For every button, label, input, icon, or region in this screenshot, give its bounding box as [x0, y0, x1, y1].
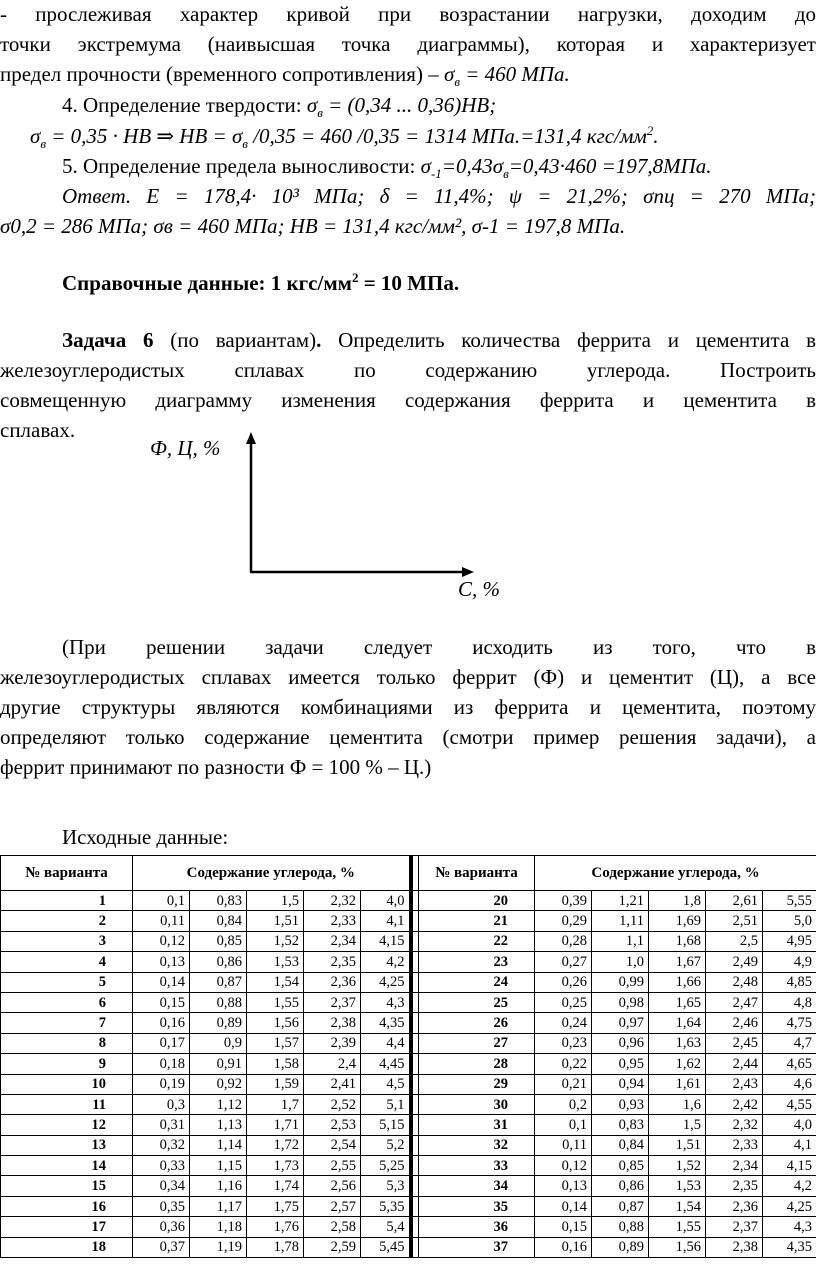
table-divider: [411, 1156, 419, 1176]
table-divider: [411, 1237, 419, 1257]
table-row: [1, 1237, 816, 1257]
carbon-value: 4,7: [763, 1033, 816, 1053]
carbon-value: 0,91: [190, 1054, 247, 1074]
carbon-value: 2,61: [706, 891, 763, 911]
carbon-value: 2,32: [304, 891, 361, 911]
carbon-header: Содержание углерода, %: [535, 856, 816, 891]
table-divider: [411, 1054, 419, 1074]
carbon-value: 4,5: [361, 1074, 411, 1094]
carbon-value: 1,19: [190, 1237, 247, 1257]
carbon-value: 0,94: [592, 1074, 649, 1094]
variant-number: 16: [1, 1196, 133, 1216]
carbon-value: 0,31: [133, 1115, 190, 1135]
carbon-value: 4,65: [763, 1054, 816, 1074]
variant-number: 14: [1, 1156, 133, 1176]
carbon-value: 0,34: [133, 1176, 190, 1196]
carbon-value: 0,85: [190, 931, 247, 951]
carbon-value: 4,2: [763, 1176, 816, 1196]
carbon-value: 2,45: [706, 1033, 763, 1053]
carbon-value: 0,15: [535, 1217, 592, 1237]
table-divider: [411, 992, 419, 1012]
hardness-heading: 4. Определение твердости: $\sigma_в = (0,34$ ... 0,36)HB;: [62, 93, 497, 121]
carbon-value: 0,14: [133, 972, 190, 992]
variant-number: 28: [419, 1054, 535, 1074]
table-row: [1, 931, 816, 951]
table-row: [1, 992, 816, 1012]
carbon-value: 5,1: [361, 1094, 411, 1114]
carbon-value: 1,67: [649, 952, 706, 972]
carbon-value: 0,96: [592, 1033, 649, 1053]
table-row: [1, 1217, 816, 1237]
variant-number: 17: [1, 1217, 133, 1237]
table-divider: [411, 931, 419, 951]
carbon-value: 4,35: [361, 1013, 411, 1033]
carbon-value: 1,61: [649, 1074, 706, 1094]
carbon-value: 1,53: [649, 1176, 706, 1196]
carbon-value: 0,9: [190, 1033, 247, 1053]
carbon-value: 0,39: [535, 891, 592, 911]
carbon-value: 2,42: [706, 1094, 763, 1114]
reference-data: Справочные данные: 1 кгс/$мм^2 = 10$ МПа.: [62, 270, 460, 295]
table-row: [1, 1196, 816, 1216]
variant-number: 36: [419, 1217, 535, 1237]
table-divider: [411, 1094, 419, 1114]
answer-line: σ0,2 = 286 МПа; σв = 460 МПа; HB = 131,4 кгс/мм², σ-1 = 197,8 МПа.: [0, 214, 626, 238]
paragraph-line: предел прочности (временного сопротивления) – $\sigma_в = 460$ МПа.: [0, 62, 570, 90]
carbon-value: 1,55: [247, 992, 304, 1012]
variant-number: 34: [419, 1176, 535, 1196]
carbon-value: 2,49: [706, 952, 763, 972]
carbon-value: 1,52: [649, 1156, 706, 1176]
carbon-value: 0,1: [133, 891, 190, 911]
carbon-value: 4,25: [763, 1196, 816, 1216]
y-axis-arrow-icon: [246, 432, 256, 444]
carbon-value: 5,4: [361, 1217, 411, 1237]
carbon-value: 0,84: [592, 1135, 649, 1155]
carbon-value: 4,1: [763, 1135, 816, 1155]
carbon-value: 1,57: [247, 1033, 304, 1053]
carbon-value: 1,69: [649, 911, 706, 931]
carbon-value: 0,12: [133, 931, 190, 951]
table-row: [1, 952, 816, 972]
carbon-value: 0,13: [535, 1176, 592, 1196]
note-line: определяют только содержание цементита (смотри пример решения задачи), а: [0, 725, 816, 749]
x-axis-arrow-icon: [462, 567, 474, 577]
carbon-value: 1,53: [247, 952, 304, 972]
variant-number: 8: [1, 1033, 133, 1053]
task-line: Задача 6 (по вариантам). Определить количества феррита и цементита в: [62, 328, 816, 352]
carbon-value: 5,25: [361, 1156, 411, 1176]
carbon-value: 5,3: [361, 1176, 411, 1196]
carbon-value: 0,97: [592, 1013, 649, 1033]
table-divider: [411, 1217, 419, 1237]
carbon-value: 0,24: [535, 1013, 592, 1033]
variant-number: 15: [1, 1176, 133, 1196]
carbon-value: 1,59: [247, 1074, 304, 1094]
carbon-value: 2,54: [304, 1135, 361, 1155]
variant-number: 22: [419, 931, 535, 951]
variant-number: 30: [419, 1094, 535, 1114]
table-divider: [411, 1135, 419, 1155]
source-data-table: [0, 855, 816, 1258]
carbon-value: 0,36: [133, 1217, 190, 1237]
carbon-value: 0,3: [133, 1094, 190, 1114]
carbon-value: 0,85: [592, 1156, 649, 1176]
carbon-value: 2,32: [706, 1115, 763, 1135]
carbon-value: 0,17: [133, 1033, 190, 1053]
carbon-value: 1,58: [247, 1054, 304, 1074]
carbon-value: 5,2: [361, 1135, 411, 1155]
carbon-value: 0,18: [133, 1054, 190, 1074]
hardness-formula: $\sigma_в = 0,35$ · HB ⇒ HB = $\sigma_в$ /0,35 = 460 /0,35 = 1314 МПа.=131,4 кгс/$мм^2$.: [30, 123, 659, 152]
carbon-value: 2,48: [706, 972, 763, 992]
table-divider: [411, 1115, 419, 1135]
carbon-value: 2,35: [304, 952, 361, 972]
carbon-value: 4,85: [763, 972, 816, 992]
carbon-value: 0,84: [190, 911, 247, 931]
note-line: другие структуры являются комбинациями из феррита и цементита, поэтому: [0, 695, 816, 719]
carbon-value: 1,11: [592, 911, 649, 931]
table-row: [1, 1033, 816, 1053]
carbon-value: 1,54: [247, 972, 304, 992]
carbon-value: 4,8: [763, 992, 816, 1012]
table-divider: [411, 1033, 419, 1053]
carbon-value: 2,57: [304, 1196, 361, 1216]
variant-number: 20: [419, 891, 535, 911]
table-header-row: [1, 856, 816, 891]
carbon-value: 1,16: [190, 1176, 247, 1196]
carbon-value: 2,36: [706, 1196, 763, 1216]
carbon-value: 2,33: [706, 1135, 763, 1155]
variant-number: 4: [1, 952, 133, 972]
carbon-value: 0,83: [190, 891, 247, 911]
carbon-value: 0,15: [133, 992, 190, 1012]
variant-number: 33: [419, 1156, 535, 1176]
carbon-value: 1,8: [649, 891, 706, 911]
task-line: совмещенную диаграмму изменения содержания феррита и цементита в: [0, 388, 816, 412]
carbon-value: 1,64: [649, 1013, 706, 1033]
variant-header: № варианта: [419, 856, 535, 891]
carbon-value: 1,14: [190, 1135, 247, 1155]
carbon-value: 1,54: [649, 1196, 706, 1216]
carbon-value: 0,95: [592, 1054, 649, 1074]
carbon-value: 0,23: [535, 1033, 592, 1053]
carbon-value: 2,5: [706, 931, 763, 951]
carbon-value: 1,56: [649, 1237, 706, 1257]
carbon-value: 2,34: [706, 1156, 763, 1176]
carbon-value: 0,98: [592, 992, 649, 1012]
source-data-label: Исходные данные:: [62, 825, 229, 849]
table-divider: [411, 911, 419, 931]
carbon-value: 2,55: [304, 1156, 361, 1176]
carbon-value: 1,62: [649, 1054, 706, 1074]
carbon-value: 1,75: [247, 1196, 304, 1216]
carbon-value: 4,2: [361, 952, 411, 972]
carbon-value: 2,34: [304, 931, 361, 951]
table-divider: [411, 1196, 419, 1216]
carbon-value: 0,29: [535, 911, 592, 931]
carbon-value: 4,25: [361, 972, 411, 992]
variant-number: 11: [1, 1094, 133, 1114]
carbon-value: 4,0: [361, 891, 411, 911]
carbon-value: 5,35: [361, 1196, 411, 1216]
carbon-value: 5,0: [763, 911, 816, 931]
table-row: [1, 1054, 816, 1074]
carbon-value: 0,32: [133, 1135, 190, 1155]
carbon-value: 0,22: [535, 1054, 592, 1074]
carbon-value: 1,12: [190, 1094, 247, 1114]
carbon-value: 2,51: [706, 911, 763, 931]
carbon-value: 0,11: [535, 1135, 592, 1155]
variant-number: 29: [419, 1074, 535, 1094]
carbon-value: 2,38: [304, 1013, 361, 1033]
carbon-value: 0,19: [133, 1074, 190, 1094]
carbon-value: 0,11: [133, 911, 190, 931]
carbon-value: 2,58: [304, 1217, 361, 1237]
carbon-header: Содержание углерода, %: [133, 856, 411, 891]
table-row: [1, 911, 816, 931]
table-row: [1, 1094, 816, 1114]
carbon-value: 2,46: [706, 1013, 763, 1033]
variant-number: 37: [419, 1237, 535, 1257]
carbon-value: 1,65: [649, 992, 706, 1012]
table-divider: [411, 1074, 419, 1094]
carbon-value: 0,26: [535, 972, 592, 992]
task-line: железоуглеродистых сплавах по содержанию углерода. Построить: [0, 358, 816, 382]
table-divider: [411, 856, 419, 891]
carbon-value: 2,37: [706, 1217, 763, 1237]
carbon-value: 1,52: [247, 931, 304, 951]
carbon-value: 0,86: [592, 1176, 649, 1196]
carbon-value: 1,18: [190, 1217, 247, 1237]
variant-number: 6: [1, 992, 133, 1012]
carbon-value: 1,7: [247, 1094, 304, 1114]
variant-number: 5: [1, 972, 133, 992]
carbon-value: 2,4: [304, 1054, 361, 1074]
carbon-value: 2,37: [304, 992, 361, 1012]
carbon-value: 1,66: [649, 972, 706, 992]
carbon-value: 4,75: [763, 1013, 816, 1033]
carbon-value: 1,55: [649, 1217, 706, 1237]
table-divider: [411, 891, 419, 911]
carbon-value: 1,68: [649, 931, 706, 951]
table-row: [1, 972, 816, 992]
table-row: [1, 1135, 816, 1155]
variant-number: 31: [419, 1115, 535, 1135]
carbon-value: 4,3: [361, 992, 411, 1012]
carbon-value: 1,51: [649, 1135, 706, 1155]
carbon-value: 2,53: [304, 1115, 361, 1135]
carbon-value: 1,5: [649, 1115, 706, 1135]
empty-axes-diagram: [240, 432, 480, 582]
carbon-value: 2,47: [706, 992, 763, 1012]
carbon-value: 0,37: [133, 1237, 190, 1257]
note-line: феррит принимают по разности Ф = 100 % – Ц.): [0, 755, 432, 779]
carbon-value: 0,13: [133, 952, 190, 972]
carbon-value: 1,5: [247, 891, 304, 911]
carbon-value: 2,56: [304, 1176, 361, 1196]
carbon-value: 0,12: [535, 1156, 592, 1176]
endurance-heading: 5. Определение предела выносливости: $\sigma_{-1}=0,43\sigma_в=0,43\cdot 460 =197,8МПа$.: [62, 154, 712, 182]
carbon-value: 1,17: [190, 1196, 247, 1216]
table-row: [1, 1156, 816, 1176]
variant-number: 32: [419, 1135, 535, 1155]
carbon-value: 1,73: [247, 1156, 304, 1176]
carbon-value: 0,2: [535, 1094, 592, 1114]
carbon-value: 4,45: [361, 1054, 411, 1074]
carbon-value: 0,89: [592, 1237, 649, 1257]
carbon-value: 0,25: [535, 992, 592, 1012]
variant-number: 9: [1, 1054, 133, 1074]
variant-number: 25: [419, 992, 535, 1012]
carbon-value: 2,52: [304, 1094, 361, 1114]
carbon-value: 0,88: [592, 1217, 649, 1237]
variant-number: 27: [419, 1033, 535, 1053]
carbon-value: 0,92: [190, 1074, 247, 1094]
x-axis-label: С, %: [458, 577, 500, 601]
variant-number: 23: [419, 952, 535, 972]
carbon-value: 1,63: [649, 1033, 706, 1053]
carbon-value: 1,21: [592, 891, 649, 911]
variant-number: 35: [419, 1196, 535, 1216]
variant-number: 1: [1, 891, 133, 911]
carbon-value: 4,0: [763, 1115, 816, 1135]
carbon-value: 2,35: [706, 1176, 763, 1196]
carbon-value: 1,56: [247, 1013, 304, 1033]
carbon-value: 4,6: [763, 1074, 816, 1094]
carbon-value: 0,89: [190, 1013, 247, 1033]
carbon-value: 0,14: [535, 1196, 592, 1216]
table-row: [1, 1013, 816, 1033]
carbon-value: 0,21: [535, 1074, 592, 1094]
carbon-value: 4,3: [763, 1217, 816, 1237]
carbon-value: 4,15: [361, 931, 411, 951]
variant-number: 10: [1, 1074, 133, 1094]
carbon-value: 2,36: [304, 972, 361, 992]
carbon-value: 1,6: [649, 1094, 706, 1114]
carbon-value: 1,0: [592, 952, 649, 972]
carbon-value: 0,87: [592, 1196, 649, 1216]
paragraph-line: точки экстремума (наивысшая точка диаграммы), которая и характеризует: [0, 32, 816, 56]
table-row: [1, 1115, 816, 1135]
table-row: [1, 1074, 816, 1094]
carbon-value: 5,15: [361, 1115, 411, 1135]
variant-number: 21: [419, 911, 535, 931]
variant-number: 2: [1, 911, 133, 931]
answer-line: Ответ. E = 178,4· 10³ МПа; δ = 11,4%; ψ = 21,2%; σпц = 270 МПа;: [62, 184, 816, 208]
variant-number: 18: [1, 1237, 133, 1257]
note-line: железоуглеродистых сплавах имеется только феррит (Ф) и цементит (Ц), а все: [0, 665, 816, 689]
carbon-value: 1,78: [247, 1237, 304, 1257]
carbon-value: 2,59: [304, 1237, 361, 1257]
carbon-value: 0,27: [535, 952, 592, 972]
carbon-value: 4,9: [763, 952, 816, 972]
carbon-value: 0,28: [535, 931, 592, 951]
carbon-value: 2,43: [706, 1074, 763, 1094]
variant-number: 3: [1, 931, 133, 951]
carbon-value: 2,38: [706, 1237, 763, 1257]
carbon-value: 0,99: [592, 972, 649, 992]
carbon-value: 1,74: [247, 1176, 304, 1196]
carbon-value: 1,15: [190, 1156, 247, 1176]
variant-number: 12: [1, 1115, 133, 1135]
carbon-value: 1,71: [247, 1115, 304, 1135]
carbon-value: 1,72: [247, 1135, 304, 1155]
carbon-value: 0,16: [133, 1013, 190, 1033]
carbon-value: 1,51: [247, 911, 304, 931]
carbon-value: 0,1: [535, 1115, 592, 1135]
carbon-value: 0,86: [190, 952, 247, 972]
table-divider: [411, 972, 419, 992]
carbon-value: 0,33: [133, 1156, 190, 1176]
carbon-value: 2,33: [304, 911, 361, 931]
carbon-value: 0,16: [535, 1237, 592, 1257]
variant-number: 26: [419, 1013, 535, 1033]
carbon-value: 0,35: [133, 1196, 190, 1216]
variant-number: 24: [419, 972, 535, 992]
carbon-value: 0,88: [190, 992, 247, 1012]
carbon-value: 1,76: [247, 1217, 304, 1237]
carbon-value: 0,93: [592, 1094, 649, 1114]
carbon-value: 4,55: [763, 1094, 816, 1114]
variant-number: 13: [1, 1135, 133, 1155]
carbon-value: 2,44: [706, 1054, 763, 1074]
y-axis-label: Ф, Ц, %: [150, 436, 221, 460]
table-row: [1, 1176, 816, 1196]
paragraph-line: - прослеживая характер кривой при возрастании нагрузки, доходим до: [0, 2, 816, 26]
table-divider: [411, 952, 419, 972]
table-row: [1, 891, 816, 911]
task-line: сплавах.: [0, 418, 76, 442]
carbon-value: 2,39: [304, 1033, 361, 1053]
table-divider: [411, 1176, 419, 1196]
table-divider: [411, 1013, 419, 1033]
carbon-value: 4,15: [763, 1156, 816, 1176]
carbon-value: 2,41: [304, 1074, 361, 1094]
carbon-value: 0,87: [190, 972, 247, 992]
carbon-value: 0,83: [592, 1115, 649, 1135]
carbon-value: 4,95: [763, 931, 816, 951]
note-line: (При решении задачи следует исходить из того, что в: [62, 635, 816, 659]
variant-number: 7: [1, 1013, 133, 1033]
variant-header: № варианта: [1, 856, 133, 891]
carbon-value: 5,45: [361, 1237, 411, 1257]
carbon-value: 4,4: [361, 1033, 411, 1053]
carbon-value: 4,1: [361, 911, 411, 931]
carbon-value: 4,35: [763, 1237, 816, 1257]
carbon-value: 5,55: [763, 891, 816, 911]
carbon-value: 1,13: [190, 1115, 247, 1135]
carbon-value: 1,1: [592, 931, 649, 951]
